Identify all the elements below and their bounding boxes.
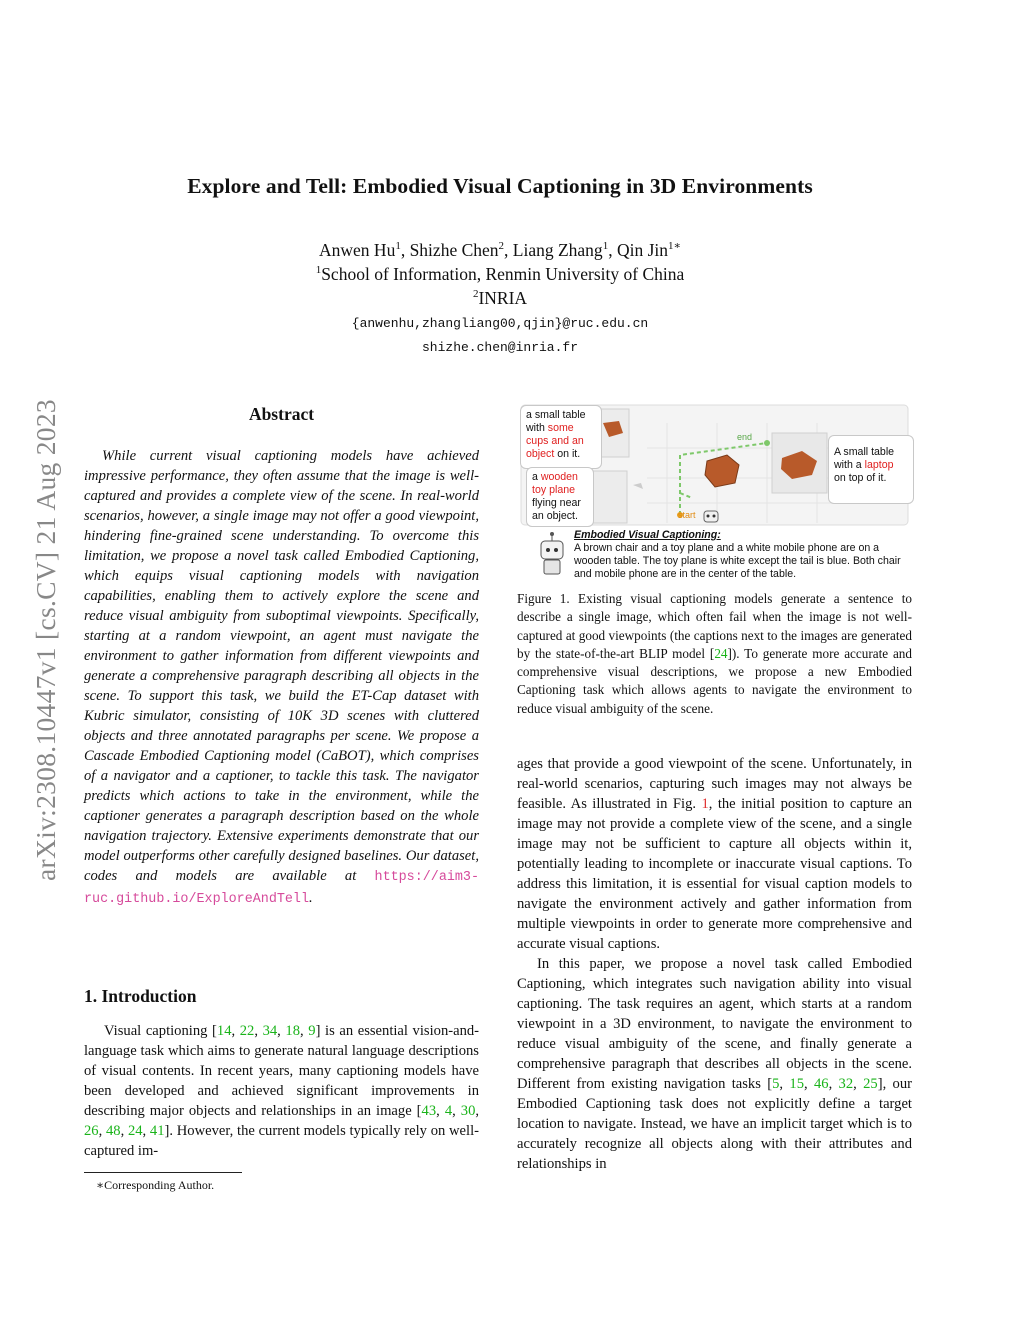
citation-link[interactable]: 32: [838, 1076, 854, 1092]
figure-1-caption: Figure 1. Existing visual captioning models generate a sentence to describe a single image, which often fail when the image is not well-captured at good viewpoints (the captions next to the images are generated by the state-of-the-art BLIP model [24]). To generate more accurate and comprehensive visual descriptions, we propose a new Embodied Captioning task which allows agents to navigate the environment to reduce visual ambiguity of the scene.: [517, 591, 912, 716]
start-label: start: [678, 510, 696, 520]
affiliation-2: $^2$INRIA: [472, 288, 528, 308]
embodied-caption-box: [574, 529, 904, 581]
right-column-body: [517, 754, 912, 1174]
figure-ref-link[interactable]: 1: [701, 796, 709, 812]
intro-paragraph-2: In this paper, we propose a novel task called Embodied Captioning, which integrates such navigation ability into visual captioning. The task requires an agent, which starts at a random viewpoint in a 3D environment, to navigate the environment to reduce visual ambiguity of the scene, and finally generate a comprehensive paragraph that describes all objects in the scene. Different from existing navigation tasks [5, 15, 46, 32, 25], our Embodied Captioning task does not explicitly define a target location to navigate. Instead, we have an implicit target which is to accurately recognize all objects along with their attributes and relationships in: [517, 956, 913, 1172]
end-label: end: [737, 432, 753, 442]
intro-paragraph-continued: ages that provide a good viewpoint of the scene. Unfortunately, in real-world scenarios, capturing such images may not always be feasible. As illustrated in Fig. 1, the initial position to capture an image may not provide a complete view of the scene, and a single image may not be sufficient to capture all objects within it, potentially leading to incomplete or inaccurate visual captions. To address this limitation, it is essential for visual caption models to navigate the environment actively and gather information from multiple viewpoints in order to generate more comprehensive and accurate visual captions.: [517, 756, 912, 952]
citation-link[interactable]: 41: [149, 1123, 165, 1139]
section-heading-introduction: 1. Introduction: [84, 986, 197, 1006]
author-list: Anwen Hu$^1$, Shizhe Chen$^2$, Liang Zhang$^1$, Qin Jin$^{1∗}$: [319, 240, 681, 260]
citation-link[interactable]: 5: [772, 1076, 780, 1092]
citation-link[interactable]: 25: [863, 1076, 878, 1092]
citation-link[interactable]: 43: [421, 1103, 437, 1119]
caption-bubble-3: A small table with a laptop on top of it.: [828, 435, 914, 504]
robot-icon: [704, 511, 718, 522]
citation-link[interactable]: 4: [444, 1103, 453, 1119]
footnote: ∗Corresponding Author.: [96, 1178, 215, 1192]
intro-paragraph: Visual captioning [14, 22, 34, 18, 9] is an essential vision-and-language task which aims to generate natural language descriptions of visual contents. In recent years, many captioning models have been developed and achieved significant improvements in describing major objects and relationships in an image [43, 4, 30, 26, 48, 24, 41]. However, the current models typically rely on well-captured im-: [84, 1023, 480, 1159]
caption-bubble-2: a wooden toy plane flying near an object.: [526, 467, 594, 527]
project-link[interactable]: https://aim3-ruc.github.io/ExploreAndTell: [84, 870, 479, 907]
citation-link[interactable]: 22: [239, 1023, 255, 1039]
embodied-caption-title: Embodied Visual Captioning:: [574, 529, 721, 541]
arxiv-identifier: arXiv:2308.10447v1 [cs.CV] 21 Aug 2023: [30, 399, 61, 881]
citation-link[interactable]: 24: [127, 1123, 143, 1139]
citation-link[interactable]: 24: [714, 645, 728, 661]
paper-title: Explore and Tell: Embodied Visual Captioning in 3D Environments: [187, 174, 813, 198]
citation-link[interactable]: 14: [216, 1023, 232, 1039]
citation-link[interactable]: 30: [460, 1103, 476, 1119]
citation-link[interactable]: 46: [813, 1076, 829, 1092]
end-marker: [764, 440, 770, 446]
affiliation-1: $^1$School of Information, Renmin University of China: [315, 264, 685, 284]
citation-link[interactable]: 15: [789, 1076, 804, 1092]
author-1: Anwen Hu$^1$: [319, 240, 401, 260]
citation-link[interactable]: 48: [105, 1123, 121, 1139]
author-3: Liang Zhang$^1$: [512, 240, 609, 260]
citation-link[interactable]: 18: [285, 1023, 301, 1039]
email-2: shizhe.chen@inria.fr: [421, 340, 579, 355]
figure-1: [517, 403, 912, 585]
citation-link[interactable]: 26: [84, 1123, 99, 1139]
email-1: {anwenhu,zhangliang00,qjin}@ruc.edu.cn: [351, 316, 649, 331]
captioner-robot-icon: [541, 532, 563, 574]
citation-link[interactable]: 34: [262, 1023, 278, 1039]
author-4: Qin Jin$^{1∗}$: [616, 240, 681, 260]
caption-bubble-1: a small table with some cups and an object on it.: [520, 405, 602, 469]
footnote-rule: [84, 1172, 242, 1173]
abstract-body: While current visual captioning models have achieved impressive performance, they often assume that the image is well-captured and provides a complete view of the scene. In real-world scenarios, however, a single image may not offer a good viewpoint, hindering fine-grained scene understanding. To overcome this limitation, we propose a novel task called Embodied Captioning, which equips visual captioning models with navigation capabilities, enabling them to actively explore the scene and reduce visual ambiguity from suboptimal viewpoints. Specifically, starting at a random viewpoint, an agent must navigate the environment to gather information from different viewpoints and generate a comprehensive paragraph describing all objects in the scene. To support this task, we build the ET-Cap dataset with Kubric simulator, consisting of 10K 3D scenes with cluttered objects and three annotated paragraphs per scene. We propose a Cascade Embodied Captioning model (CaBOT), which comprises of a navigator and a captioner, to tackle this task. The navigator predicts which actions to take in the environment, while the captioner generates a paragraph description based on the whole navigation trajectory. Extensive experiments demonstrate that our model outperforms other carefully designed baselines. Our dataset, codes and models are available at https://aim3-ruc.github.io/ExploreAndTell.: [84, 448, 479, 907]
citation-link[interactable]: 9: [308, 1023, 316, 1039]
author-2: Shizhe Chen$^2$: [409, 240, 505, 260]
embodied-caption-text: A brown chair and a toy plane and a white mobile phone are on a wooden table. The toy plane is white except the tail is blue. Both chair and mobile phone are in the center of the table.: [574, 542, 901, 580]
abstract-heading: Abstract: [248, 404, 315, 424]
